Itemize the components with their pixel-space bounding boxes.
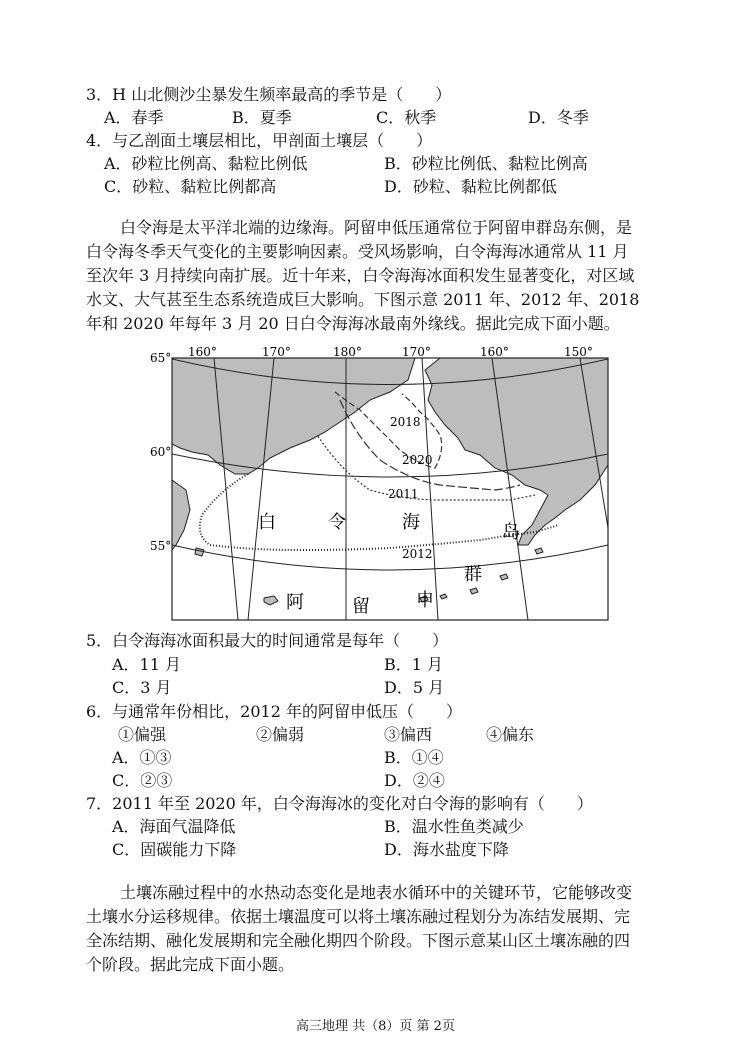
- q6-option-a: A．①③: [112, 748, 172, 767]
- lon-label-170e: 170°: [402, 345, 431, 359]
- lon-label-180: 180°: [333, 345, 362, 359]
- lat-label-55-outer: 55°: [150, 539, 172, 553]
- q4-option-a: A．砂粒比例高、黏粒比例低: [104, 154, 308, 173]
- q6-option-c: C．②③: [112, 771, 173, 790]
- lat-label-65-outer: 65°: [150, 351, 172, 365]
- aleutian-char-2: 留: [352, 596, 370, 617]
- passage1-line-3: 至次年 3 月持续向南扩展。近十年来，白令海海冰面积发生显著变化，对区域: [86, 266, 635, 285]
- q4-option-b: B．砂粒比例低、黏粒比例高: [384, 154, 588, 173]
- q3-option-d: D．冬季: [528, 108, 589, 127]
- q6-statement-1: ①偏强: [118, 725, 167, 744]
- q6-statement-3: ③偏西: [384, 725, 433, 744]
- q7-option-a: A．海面气温降低: [112, 817, 236, 836]
- q4-stem: 4．与乙剖面土壤层相比，甲剖面土壤层（ ）: [86, 131, 433, 150]
- passage2-line-4: 个阶段。据此完成下面小题。: [86, 955, 295, 974]
- passage2-line-2: 土壤水分运移规律。依据土壤温度可以将土壤冻融过程划分为冻结发展期、完: [86, 907, 631, 926]
- q7-stem: 7．2011 年至 2020 年，白令海海冰的变化对白令海的影响有（ ）: [86, 794, 593, 813]
- aleutian-char-3: 申: [416, 590, 434, 611]
- q5-option-c: C．3 月: [112, 678, 172, 697]
- sea-char-2: 令: [328, 512, 346, 533]
- q5-option-b: B．1 月: [384, 655, 444, 674]
- q6-option-d: D．②④: [384, 771, 445, 790]
- q7-option-d: D．海水盐度下降: [384, 840, 509, 859]
- passage1-line-2: 白令海冬季天气变化的主要影响因素。受风场影响，白令海海冰通常从 11 月: [86, 242, 629, 261]
- lon-label-170w: 170°: [262, 345, 291, 359]
- year-label-2018: 2018: [390, 415, 421, 429]
- q3-option-b: B．夏季: [232, 108, 292, 127]
- passage1-line-1: 白令海是太平洋北端的边缘海。阿留申低压通常位于阿留申群岛东侧，是: [120, 218, 633, 237]
- passage2-line-1: 土壤冻融过程中的水热动态变化是地表水循环中的关键环节，它能够改变: [120, 883, 633, 902]
- q3-option-a: A．春季: [104, 108, 164, 127]
- q4-option-c: C．砂粒、黏粒比例都高: [104, 177, 277, 196]
- lon-label-160e: 160°: [480, 345, 509, 359]
- aleutian-char-1: 阿: [286, 592, 304, 613]
- q3-stem: 3．H 山北侧沙尘暴发生频率最高的季节是（ ）: [86, 85, 452, 104]
- lon-label-150: 150°: [564, 345, 593, 359]
- q5-option-a: A．11 月: [112, 655, 182, 674]
- lat-label-60-outer: 60°: [150, 445, 172, 459]
- page-footer: 高三地理 共（8）页 第 2页: [296, 1019, 455, 1034]
- q6-stem: 6．与通常年份相比，2012 年的阿留申低压（ ）: [86, 702, 462, 721]
- year-label-2011: 2011: [388, 487, 419, 501]
- lon-label-160w: 160°: [188, 345, 217, 359]
- q7-option-b: B．温水性鱼类减少: [384, 817, 524, 836]
- island-char-2: 群: [464, 564, 482, 585]
- island-char-1: 岛: [502, 522, 520, 543]
- q6-option-b: B．①④: [384, 748, 444, 767]
- year-label-2012: 2012: [402, 547, 433, 561]
- sea-char-1: 白: [258, 512, 276, 533]
- q4-option-d: D．砂粒、黏粒比例都低: [384, 177, 557, 196]
- passage1-line-4: 水文、大气甚至生态系统造成巨大影响。下图示意 2011 年、2012 年、2018: [86, 290, 640, 309]
- q7-option-c: C．固碳能力下降: [112, 840, 237, 859]
- q5-stem: 5．白令海海冰面积最大的时间通常是每年（ ）: [86, 631, 449, 650]
- q3-option-c: C．秋季: [376, 108, 437, 127]
- passage1-line-5: 年和 2020 年每年 3 月 20 日白令海海冰最南外缘线。据此完成下面小题。: [86, 314, 620, 333]
- bering-sea-map: [140, 340, 610, 622]
- q5-option-d: D．5 月: [384, 678, 445, 697]
- passage2-line-3: 全冻结期、融化发展期和完全融化期四个阶段。下图示意某山区土壤冻融的四: [86, 931, 631, 950]
- year-label-2020: 2020: [402, 453, 433, 467]
- sea-char-3: 海: [402, 512, 420, 533]
- q6-statement-2: ②偏弱: [256, 725, 305, 744]
- q6-statement-4: ④偏东: [486, 725, 535, 744]
